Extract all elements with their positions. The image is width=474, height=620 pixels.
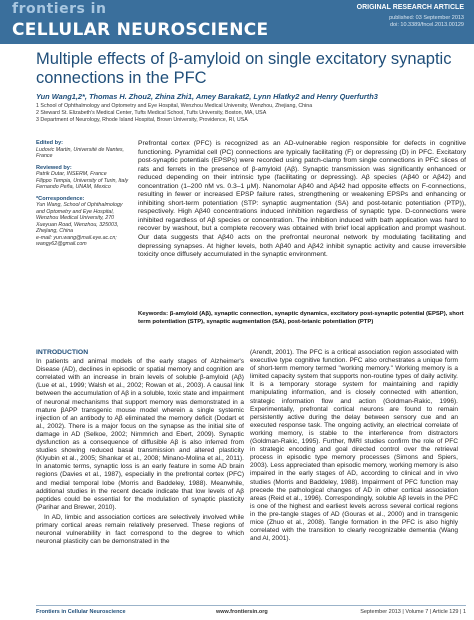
correspondence-label: *Correspondence: xyxy=(36,195,85,202)
edited-by: Ludovic Martin, Université de Nantes, France xyxy=(36,146,125,159)
intro-paragraph-1: In patients and animal models of the early stages of Alzheimer's Disease (AD), declines in episodic or spatial memory and cognition are correlated with an increase in brain levels of soluble β-amyloid (Aβ) (Lue et al., 1999; Walsh et al., 2002; Rowan et al., 2003). A causal link between the accumulation of Aβ in a soluble, toxic state and impairment of neuronal mechanisms that support memory was demonstrated in a mature βAPP transgenic mouse model wherein a single systemic injection of an antibody to Aβ eliminated the memory deficit (Dodart et al., 2002). There is a major focus on the synapse as the initial site of damage in AD (Selkoe, 2002; Nimmrich and Ebert, 2009). Synaptic dysfunction as a consequence of diffusible Aβ is also inferred from studies showing reduced basal transmission and altered plasticity (Klyubin et al., 2005; Shankar et al., 2008; Minano-Molina et al., 2011). In anatomic terms, synaptic loss is an early feature in some AD brain regions (Davies et al., 1987), especially in the prefrontal cortex (PFC) and medial temporal lobe (Morris and Baddeley, 1988). Meanwhile, additional studies in the recent decade indicate that low levels of Aβ peptides could be essential for the modulation of synaptic plasticity (Parihar and Brewer, 2010). xyxy=(36,358,244,511)
reviewed-by: Patrik Dutar, INSERM, France Filippo Tempia, University of Turin, Italy Fernando Peña, UNAM, Mexico xyxy=(36,171,129,190)
keywords-list: β-amyloid (Aβ), synaptic connection, synaptic dynamics, excitatory post-synaptic potential (EPSP), short term potentiation (STP), synaptic augmentation (SA), post-tetanic potentiation (PTP) xyxy=(138,311,464,325)
journal-name-main: CELLULAR NEUROSCIENCE xyxy=(12,20,269,40)
footer-divider xyxy=(36,605,466,606)
journal-header xyxy=(0,0,474,44)
keywords xyxy=(138,311,466,326)
correspondence: Yun Wang, School of Ophthalmology and Optometry and Eye Hospital, Wenzhou Medical University, 270 Xueyuan Road, Wenzhou, 325003, Zhejiang, China e-mail: yun.wang@mail.eye.ac.cn; wangy62@gmail.com xyxy=(36,202,123,247)
paper-title: Multiple effects of β-amyloid on single excitatory synaptic connections in the PFC xyxy=(36,50,452,87)
doi-text: doi: 10.3389/fncel.2013.00129 xyxy=(389,22,464,28)
publication-info xyxy=(389,15,464,29)
published-date: published: 03 September 2013 xyxy=(389,15,464,21)
footer-issue: September 2013 | Volume 7 | Article 129 | 1 xyxy=(360,609,466,615)
body-column-right xyxy=(250,349,458,543)
body-column-left xyxy=(36,349,244,546)
affiliations xyxy=(36,103,466,124)
article-type-label: ORIGINAL RESEARCH ARTICLE xyxy=(356,4,464,11)
edited-by-label: Edited by: xyxy=(36,140,64,146)
intro-paragraph-2: In AD, limbic and association cortices are selectively involved while primary cortical areas remain relatively preserved. These regions of neuronal vulnerability in fact correspond to the degree to which neuronal plasticity can be demonstrated in the xyxy=(36,513,244,546)
section-heading-introduction: INTRODUCTION xyxy=(36,349,89,356)
footer-site-link[interactable]: www.frontiersin.org xyxy=(216,609,268,615)
footer-journal: Frontiers in Cellular Neuroscience xyxy=(36,609,126,615)
affiliation-3: 3 Department of Neurology, Rhode Island Hospital, Brown University, Providence, RI, USA xyxy=(36,117,248,123)
editorial-sidebar xyxy=(36,140,132,253)
keywords-label: Keywords: xyxy=(138,311,169,317)
reviewed-by-label: Reviewed by: xyxy=(36,164,72,171)
author-list: Yun Wang1,2*, Thomas H. Zhou2, Zhina Zhi1, Amey Barakat2, Lynn Hlatky2 and Henry Querfurth3 xyxy=(36,92,378,101)
abstract: Prefrontal cortex (PFC) is recognized as an AD-vulnerable region responsible for defects in cognitive functioning. Pyramidal cell (PC) connections are typically facilitating (F) or depressing (D) in PFC. Excitatory post-synaptic potentials (EPSPs) were recorded using patch-clamp from single connections in PFC slices of rats and ferrets in the presence of β-amyloid (Aβ). Synaptic transmission was significantly enhanced or reduced depending on their intrinsic type (facilitating or depressing). Aβ species (Aβ40 or Aβ42) and concentration (1–200 nM vs. 0.3–1 μM). Nanomolar Aβ40 and Aβ42 had opposite effects on F-connections, resulting in fewer or increased EPSP failure rates, strengthening or weakening EPSPs and enhancing or inhibiting short-term potentiation (STP: synaptic augmentation (SA) and post-tetanic potentiation (PTP)), respectively. High Aβ40 concentrations induced inhibition regardless of synaptic type. D-connections were inhibited regardless of Aβ species or concentration. The inhibition induced with bath application was hard to recover by washout, but a complete recovery was obtained with brief local application and prompt washout. Our data suggests that Aβ40 acts on the prefrontal neuronal network by modulating facilitating and depressing synapses. At higher levels, both Aβ40 and Aβ42 inhibit synaptic activity and cause irreversible toxicity once diffusely accumulated in the synaptic environment. xyxy=(138,140,466,259)
affiliation-1: 1 School of Ophthalmology and Optometry and Eye Hospital, Wenzhou Medical University, Wenzhou, Zhejiang, China xyxy=(36,103,313,109)
journal-name-top: frontiers in xyxy=(12,1,107,17)
intro-paragraph-continued: (Arendt, 2001). The PFC is a critical association region associated with executive type cognitive function. PFC also orchestrates a unique form of short-term memory termed "working memory." Working memory is a limited capacity system that supports non-routine types of daily activity. It is a temporary storage system for maintaining and rapidly manipulating information, and is closely connected with attention, strategic information flow and action (Goldman-Rakic, 1996). Experimentally, prefrontal cortical neurons are found to remain persistently active during the delay between sensory cue and an executed response task. The ongoing activity, an electrical correlate of working memory, is stable to the interference from distractors (Goldman-Rakic, 1995). Further, fMRI studies confirm the role of PFC in strategic encoding and goal directed control over the retrieval process in episodic type memory processes (Simons and Spiers, 2003). Less appreciated than episodic memory, working memory is also impaired in the early stages of AD, according to clinical and in vivo studies (Morris and Baddeley, 1988). Impairment of PFC function may precede the pathological changes of AD in other cortical association areas (Reid et al., 1996). Correspondingly, soluble Aβ levels in the PFC is one of the highest and earliest levels across several cortical regions in the pre-tangle stages of AD (Gouras et al., 2000) and in transgenic mice (Zhuo et al., 2008). Tangle formation in the PFC is also highly correlated with the transition to clearly recognizable dementia (Wang and Al, 2001). xyxy=(250,349,458,543)
affiliation-2: 2 Steward St. Elizabeth's Medical Center, Tufts Medical School, Tufts University, Boston, MA, USA xyxy=(36,110,267,116)
